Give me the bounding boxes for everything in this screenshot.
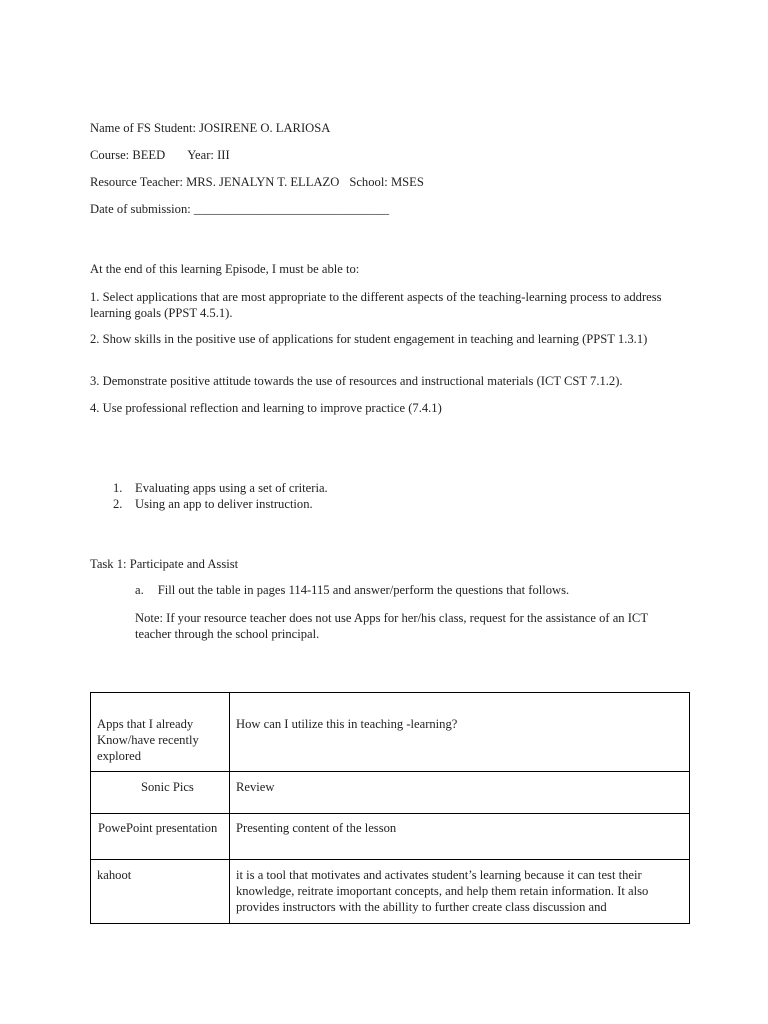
objectives-intro: At the end of this learning Episode, I must be able to:: [90, 262, 360, 276]
activity-text: Evaluating apps using a set of criteria.: [135, 481, 328, 495]
teacher-school-line: [90, 175, 424, 190]
objective-item: 3. Demonstrate positive attitude towards the use of resources and instructional materials (ICT CST 7.1.2).: [90, 374, 623, 388]
resource-teacher: Resource Teacher: MRS. JENALYN T. ELLAZO: [90, 175, 340, 189]
header-cell-apps: Apps that I already Know/have recently explored: [91, 693, 230, 772]
use-cell: Presenting content of the lesson: [230, 814, 690, 860]
table-header-row: [91, 693, 690, 772]
app-cell: PowePoint presentation: [91, 814, 230, 860]
school: School: MSES: [349, 175, 424, 189]
course: Course: BEED: [90, 148, 166, 162]
table-row: [91, 860, 690, 924]
app-cell: kahoot: [91, 860, 230, 924]
use-cell: Review: [230, 772, 690, 814]
app-cell: Sonic Pics: [91, 772, 230, 814]
objective-item: 2. Show skills in the positive use of applications for student engagement in teaching and learning (PPST 1.3.1): [90, 332, 648, 346]
objective-item: 4. Use professional reflection and learning to improve practice (7.4.1): [90, 401, 442, 415]
table-row: [91, 772, 690, 814]
task-step-a: [135, 583, 569, 598]
submission-date: Date of submission: _______________________________: [90, 202, 390, 216]
table-row: [91, 814, 690, 860]
step-marker: a.: [135, 583, 144, 597]
student-name: Name of FS Student: JOSIRENE O. LARIOSA: [90, 121, 331, 135]
year: Year: III: [187, 148, 230, 162]
step-text: Fill out the table in pages 114-115 and answer/perform the questions that follows.: [157, 583, 570, 597]
use-cell: it is a tool that motivates and activates student’s learning because it can test their knowledge, reitrate imoportant concepts, and help them retain information. It also provides instructors with the abillity to further create class discussion and: [230, 860, 690, 924]
activity-item: [113, 481, 328, 496]
course-year-line: [90, 148, 230, 163]
activity-number: 1.: [113, 481, 123, 495]
objective-item: 1. Select applications that are most appropriate to the different aspects of the teaching-learning process to address learning goals (PPST 4.5.1).: [90, 290, 662, 320]
task-title: Task 1: Participate and Assist: [90, 557, 239, 571]
apps-table: [90, 692, 690, 924]
task-note: Note: If your resource teacher does not use Apps for her/his class, request for the assistance of an ICT teacher through the school principal.: [135, 611, 648, 641]
header-cell-use: How can I utilize this in teaching -learning?: [230, 693, 690, 772]
activity-text: Using an app to deliver instruction.: [135, 497, 313, 511]
activity-number: 2.: [113, 497, 123, 511]
activity-item: [113, 497, 313, 512]
